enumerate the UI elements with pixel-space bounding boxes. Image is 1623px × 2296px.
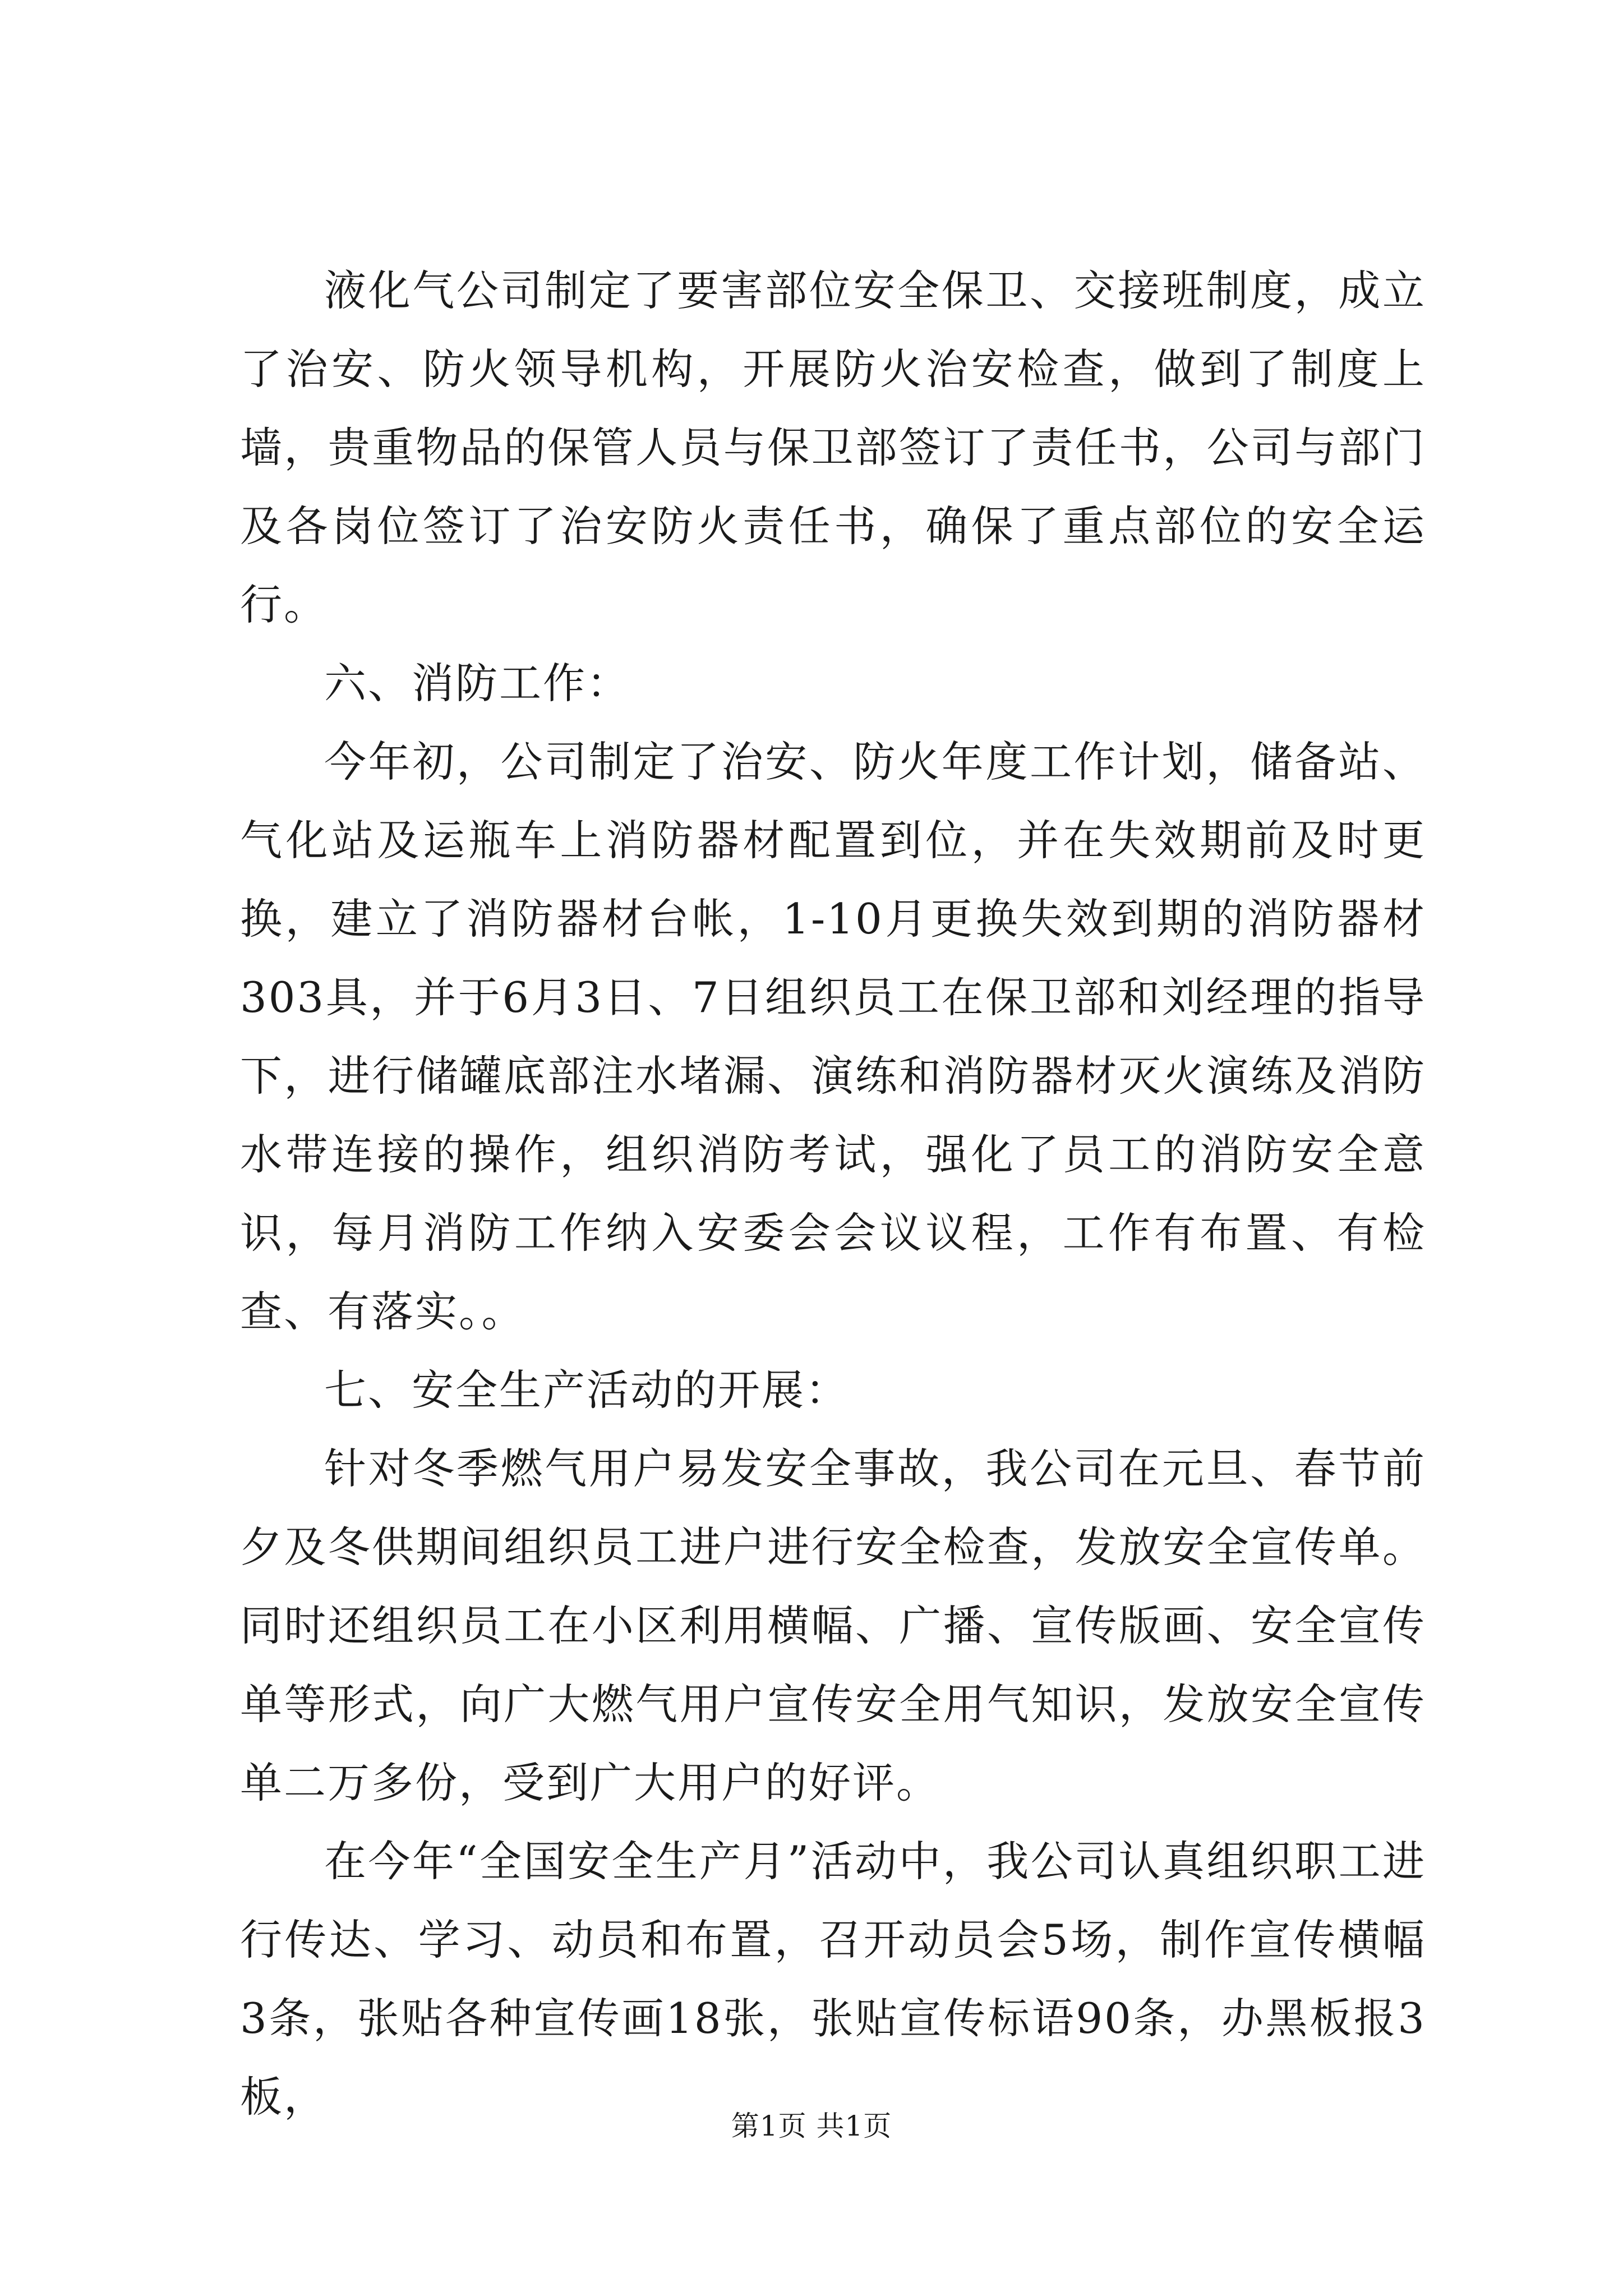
section-heading-safety-activities: 七、安全生产活动的开展： — [324, 1365, 850, 1415]
paragraph-winter-safety: 针对冬季燃气用户易发安全事故，我公司在元旦、春节前夕及冬供期间组织员工进户进行安全检查，发放安全宣传单。同时还组织员工在小区利用横幅、广播、宣传版画、安全宣传单等形式，向广大燃气用户宣传安全用气知识，发放安全宣传单二万多份，受到广大用户的好评。 — [240, 1444, 1426, 1807]
document-body — [240, 251, 1426, 2136]
paragraph-security-duty: 液化气公司制定了要害部位安全保卫、交接班制度，成立了治安、防火领导机构，开展防火治安检查，做到了制度上墙，贵重物品的保管人员与保卫部签订了责任书，公司与部门及各岗位签订了治安防火责任书，确保了重点部位的安全运行。 — [240, 266, 1426, 629]
section-heading-fire-work: 六、消防工作： — [324, 659, 631, 708]
page-footer: 第1页 共1页 — [731, 2110, 892, 2142]
paragraph-fire-work: 今年初，公司制定了治安、防火年度工作计划，储备站、气化站及运瓶车上消防器材配置到位，并在失效期前及时更换，建立了消防器材台帐，1-10月更换失效到期的消防器材303具，并于6月3日、7日组织员工在保卫部和刘经理的指导下，进行储罐底部注水堵漏、演练和消防器材灭火演练及消防水带连接的操作，组织消防考试，强化了员工的消防安全意识，每月消防工作纳入安委会会议议程，工作有布置、有检查、有落实。。 — [240, 737, 1426, 1336]
paragraph-safety-month: 在今年“全国安全生产月”活动中，我公司认真组织职工进行传达、学习、动员和布置，召开动员会5场，制作宣传横幅3条，张贴各种宣传画18张，张贴宣传标语90条，办黑板报3板， — [240, 1837, 1426, 2122]
